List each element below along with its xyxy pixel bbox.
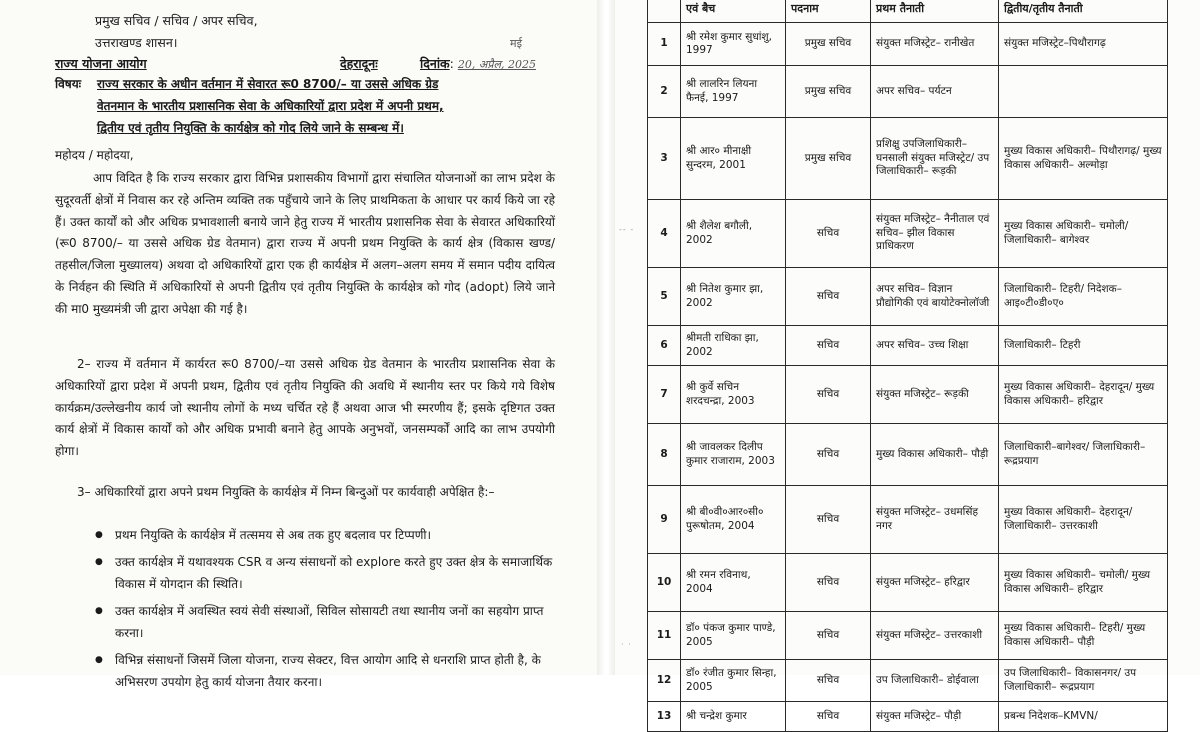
action-points-list: [95, 524, 555, 698]
first-posting-cell: संयुक्त मजिस्ट्रेट– हरिद्वार: [871, 554, 999, 612]
addressee-line1: प्रमुख सचिव / सचिव / अपर सचिव,: [95, 13, 258, 28]
second-third-posting-cell: उप जिलाधिकारी– विकासनगर/ उप जिलाधिकारी– रूद्रप्रयाग: [999, 660, 1168, 702]
table-header-row: [648, 0, 1168, 23]
designation-cell: सचिव: [786, 268, 871, 326]
serial-number-cell: 9: [648, 486, 681, 554]
designation-cell: सचिव: [786, 424, 871, 486]
first-posting-cell: मुख्य विकास अधिकारी– पौड़ी: [871, 424, 999, 486]
officer-name-cell: श्री आर० मीनाक्षी सुन्दरम, 2001: [681, 118, 786, 200]
officer-name-cell: डॉ० रंजीत कुमार सिन्हा, 2005: [681, 660, 786, 702]
table-row: [648, 366, 1168, 424]
serial-number-cell: 5: [648, 268, 681, 326]
table-row: [648, 424, 1168, 486]
subject-line: द्वितीय एवं तृतीय नियुक्ति के कार्यक्षेत्र को गोद लिये जाने के सम्बन्ध में।: [97, 121, 404, 135]
table-row: [648, 326, 1168, 366]
first-posting-cell: प्रशिक्षु उपजिलाधिकारी– घनसाली संयुक्त मजिस्ट्रेट/ उप जिलाधिकारी– रूड़की: [871, 118, 999, 200]
list-item: ● विभिन्न संसाधनों जिसमें जिला योजना, राज्य सेक्टर, वित्त आयोग आदि से धनराशि प्राप्त होती है, के अभिसरण उपयोग हेतु कार्य योजना तैयार करना।: [95, 649, 555, 694]
officer-name-cell: श्री रमन रविनाथ, 2004: [681, 554, 786, 612]
addressee-line2: उत्तराखण्ड शासन।: [95, 35, 178, 50]
table-row: [648, 268, 1168, 326]
second-third-posting-cell: मुख्य विकास अधिकारी– देहरादून/ जिलाधिकारी– उत्तरकाशी: [999, 486, 1168, 554]
list-item: ● उक्त कार्यक्षेत्र में अवस्थित स्वयं सेवी संस्थाओं, सिविल सोसायटी तथा स्थानीय जनों का सहयोग प्राप्त करना।: [95, 600, 555, 645]
second-third-posting-cell: संयुक्त मजिस्ट्रेट–पिथौरागढ़: [999, 23, 1168, 66]
officer-name-cell: श्री जावलकर दिलीप कुमार राजाराम, 2003: [681, 424, 786, 486]
sender-office: राज्य योजना आयोग: [55, 56, 147, 71]
column-header: [648, 0, 681, 23]
designation-cell: सचिव: [786, 702, 871, 732]
designation-cell: सचिव: [786, 366, 871, 424]
list-item: ● प्रथम नियुक्ति के कार्यक्षेत्र में तत्समय से अब तक हुए बदलाव पर टिप्पणी।: [95, 524, 555, 547]
first-posting-cell: संयुक्त मजिस्ट्रेट– उधमसिंह नगर: [871, 486, 999, 554]
second-third-posting-cell: प्रबन्ध निदेशक–KMVN/: [999, 702, 1168, 732]
designation-cell: सचिव: [786, 660, 871, 702]
page-gutter: [597, 0, 615, 675]
designation-cell: प्रमुख सचिव: [786, 66, 871, 118]
designation-cell: सचिव: [786, 326, 871, 366]
table-row: [648, 660, 1168, 702]
officer-name-cell: डॉ० पंकज कुमार पाण्डे, 2005: [681, 612, 786, 660]
table-row: [648, 702, 1168, 732]
officer-name-cell: श्री बी०वी०आर०सी० पुरूषोतम, 2004: [681, 486, 786, 554]
officer-name-cell: श्री नितेश कुमार झा, 2002: [681, 268, 786, 326]
second-third-posting-cell: जिलाधिकारी– टिहरी/ निदेशक– आइ०टी०डी०ए०: [999, 268, 1168, 326]
first-posting-cell: अपर सचिव– विज्ञान प्रौद्योगिकी एवं बायोटेक्नोलॉजी: [871, 268, 999, 326]
place: देहरादूनः: [340, 56, 378, 71]
serial-number-cell: 11: [648, 612, 681, 660]
subject-text: [97, 73, 444, 139]
second-third-posting-cell: [999, 66, 1168, 118]
date-label: दिनांक: [420, 56, 450, 71]
designation-cell: सचिव: [786, 554, 871, 612]
table-row: [648, 486, 1168, 554]
first-posting-cell: संयुक्त मजिस्ट्रेट– पौड़ी: [871, 702, 999, 732]
paragraph-2: 2– राज्य में वर्तमान में कार्यरत रू0 8700/–या उससे अधिक ग्रेड वेतमान के भारतीय प्रशासनिक सेवा के अधिकारियों द्वारा प्रदेश में अपनी प्रथम, द्वितीय एवं तृतीय नियुक्ति की अवधि में स्थानीय स्तर पर किये गये विशेष कार्यक्रम/उल्लेखनीय कार्य जो स्थानीय लोगों के मध्य चर्चित रहे हैं अथवा आज भी स्मरणीय हैं; इसके दृष्टिगत उक्त कार्य क्षेत्रों में विकास कार्यों को और अधिक प्रभावी बनाने हेतु आपके अनुभवों, जनसम्पर्कों आदि का लाभ उपयोगी होगा।: [55, 357, 555, 459]
second-third-posting-cell: मुख्य विकास अधिकारी– देहरादून/ मुख्य विकास अधिकारी– हरिद्वार: [999, 366, 1168, 424]
table-row: [648, 554, 1168, 612]
paragraph-3: 3– अधिकारियों द्वारा अपने प्रथम नियुक्ति के कार्यक्षेत्र में निम्न बिन्दुओं पर कार्यवाही अपेक्षित है:–: [77, 485, 495, 499]
handwritten-corner-mark: मई: [510, 37, 522, 50]
table-row: [648, 23, 1168, 66]
designation-cell: सचिव: [786, 486, 871, 554]
column-header: प्रथम तैनाती: [871, 0, 999, 23]
table-row: [648, 118, 1168, 200]
second-third-posting-cell: जिलाधिकारी– टिहरी: [999, 326, 1168, 366]
designation-cell: प्रमुख सचिव: [786, 23, 871, 66]
serial-number-cell: 10: [648, 554, 681, 612]
first-posting-cell: अपर सचिव– उच्च शिक्षा: [871, 326, 999, 366]
date-line: दिनांक: 20, अप्रैल, 2025: [420, 56, 536, 71]
serial-number-cell: 6: [648, 326, 681, 366]
serial-number-cell: 12: [648, 660, 681, 702]
column-header: द्वितीय/तृतीय तैनाती: [999, 0, 1168, 23]
table-row: [648, 200, 1168, 268]
second-third-posting-cell: मुख्य विकास अधिकारी– चमोली/ जिलाधिकारी– बागेश्वर: [999, 200, 1168, 268]
first-posting-cell: अपर सचिव– पर्यटन: [871, 66, 999, 118]
serial-number-cell: 8: [648, 424, 681, 486]
second-third-posting-cell: मुख्य विकास अधिकारी– चमोली/ मुख्य विकास अधिकारी– हरिद्वार: [999, 554, 1168, 612]
scan-mark: -- -: [619, 225, 635, 234]
officer-name-cell: श्रीमती राधिका झा, 2002: [681, 326, 786, 366]
officer-name-cell: श्री रमेश कुमार सुधांशु, 1997: [681, 23, 786, 66]
officer-table: [647, 0, 1168, 732]
officer-table-page: [615, 0, 1200, 722]
serial-number-cell: 4: [648, 200, 681, 268]
officer-name-cell: श्री कुर्वे सचिन शरदचन्द्रा, 2003: [681, 366, 786, 424]
second-third-posting-cell: मुख्य विकास अधिकारी– टिहरी/ मुख्य विकास अधिकारी– पौड़ी: [999, 612, 1168, 660]
second-third-posting-cell: जिलाधिकारी–बागेश्वर/ जिलाधिकारी–रूद्रप्रयाग: [999, 424, 1168, 486]
subject-line: वेतनमान के भारतीय प्रशासनिक सेवा के अधिकारियों द्वारा प्रदेश में अपनी प्रथम,: [97, 99, 444, 113]
list-item: ● उक्त कार्यक्षेत्र में यथावश्यक CSR व अन्य संसाधनों को explore करते हुए उक्त क्षेत्र के समाजार्थिक विकास में योगदान की स्थिति।: [95, 551, 555, 596]
table-row: [648, 66, 1168, 118]
first-posting-cell: संयुक्त मजिस्ट्रेट– उत्तरकाशी: [871, 612, 999, 660]
serial-number-cell: 13: [648, 702, 681, 732]
first-posting-cell: संयुक्त मजिस्ट्रेट– रूड़की: [871, 366, 999, 424]
subject-line: राज्य सरकार के अधीन वर्तमान में सेवारत रू0 8700/– या उससे अधिक ग्रेड: [97, 77, 439, 91]
serial-number-cell: 2: [648, 66, 681, 118]
salutation: महोदय / महोदया,: [55, 148, 134, 162]
serial-number-cell: 3: [648, 118, 681, 200]
column-header: पदनाम: [786, 0, 871, 23]
date-value: 20, अप्रैल, 2025: [457, 58, 536, 71]
first-posting-cell: उप जिलाधिकारी– डोईवाला: [871, 660, 999, 702]
table-body: [648, 23, 1168, 732]
designation-cell: सचिव: [786, 612, 871, 660]
paragraph-1: आप विदित है कि राज्य सरकार द्वारा विभिन्न प्रशासकीय विभागों द्वारा संचालित योजनाओं का लाभ प्रदेश के सुदूरवर्ती क्षेत्रों में निवास कर रहे अन्तिम व्यक्ति तक पहुँचाये जाने के लिए प्राथमिकता के आधार पर कार्य किये जा रहे हैं। उक्त कार्यों को और अधिक प्रभावशाली बनाये जाने हेतु राज्य में भारतीय प्रशासनिक सेवा के सेवारत अधिकारियों (रू0 8700/– या उससे अधिक ग्रेड वेतमान) द्वारा राज्य में अपनी प्रथम नियुक्ति के कार्य क्षेत्र (विकास खण्ड/तहसील/जिला मुख्यालय) अथवा दो अधिकारियों द्वारा एक ही कार्यक्षेत्र में अलग–अलग समय में समान पदीय दायित्व के निर्वहन की स्थिति में अधिकारियों से अपनी द्वितीय एवं तृतीय नियुक्ति के कार्यक्षेत्र को गोद (adopt) लिये जाने की मा0 मुख्यमंत्री जी द्वारा अपेक्षा की गई है।: [55, 171, 555, 316]
officer-name-cell: श्री शैलेश बगौली, 2002: [681, 200, 786, 268]
designation-cell: प्रमुख सचिव: [786, 118, 871, 200]
scan-mark: · ·: [621, 640, 632, 649]
letter-page: [0, 0, 597, 689]
serial-number-cell: 7: [648, 366, 681, 424]
officer-name-cell: श्री चन्द्रेश कुमार: [681, 702, 786, 732]
designation-cell: सचिव: [786, 200, 871, 268]
first-posting-cell: संयुक्त मजिस्ट्रेट– रानीखेत: [871, 23, 999, 66]
table-row: [648, 612, 1168, 660]
serial-number-cell: 1: [648, 23, 681, 66]
column-header: एवं बैच: [681, 0, 786, 23]
subject-label: विषयः: [55, 77, 82, 91]
second-third-posting-cell: मुख्य विकास अधिकारी– पिथौरागढ़/ मुख्य विकास अधिकारी– अल्मोड़ा: [999, 118, 1168, 200]
officer-name-cell: श्री लालरिन लियना फैनई, 1997: [681, 66, 786, 118]
first-posting-cell: संयुक्त मजिस्ट्रेट– नैनीताल एवं सचिव– झील विकास प्राधिकरण: [871, 200, 999, 268]
